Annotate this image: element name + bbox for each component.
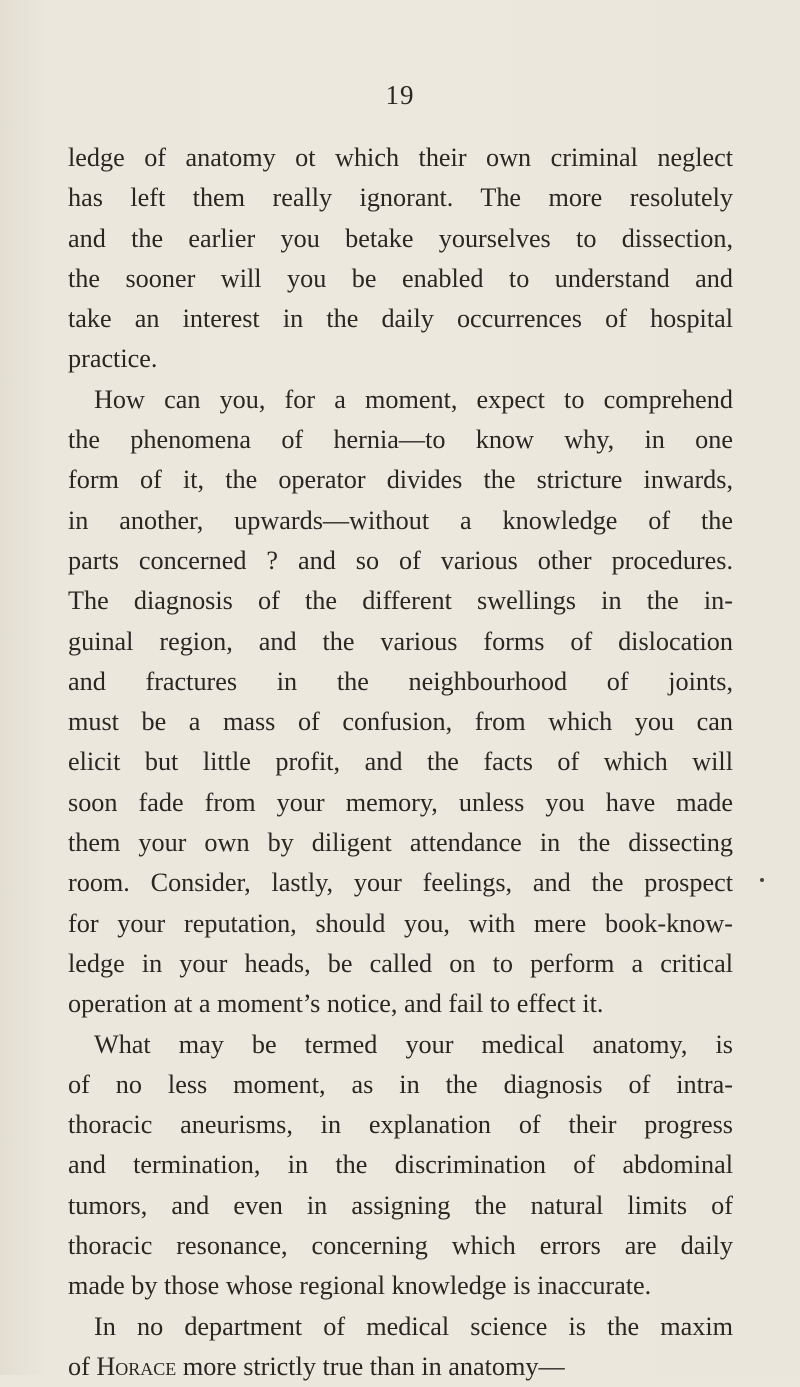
text-line: thoracic resonance, concerning which errors are daily — [68, 1231, 733, 1261]
text-line: thoracic aneurisms, in explanation of their progress — [68, 1110, 733, 1140]
text-line: soon fade from your memory, unless you have made — [68, 787, 733, 817]
text-line: and the earlier you betake yourselves to dissection, — [68, 223, 733, 253]
text-line: parts concerned ? and so of various other procedures. — [68, 545, 733, 575]
page-number: 19 — [385, 80, 415, 110]
text-line: the phenomena of hernia—to know why, in one — [68, 425, 733, 455]
text-line: has left them really ignorant. The more resolutely — [68, 183, 733, 213]
text-line: The diagnosis of the different swellings in the in- — [68, 586, 733, 616]
text-line: and termination, in the discrimination of abdominal — [68, 1150, 733, 1180]
print-speck — [760, 878, 764, 882]
text-line: What may be termed your medical anatomy, is — [94, 1029, 733, 1059]
text-line: in another, upwards—without a knowledge of the — [68, 505, 733, 535]
text-line: How can you, for a moment, expect to comprehend — [94, 384, 733, 414]
text-line: room. Consider, lastly, your feelings, and the prospect — [68, 868, 733, 898]
text-line: form of it, the operator divides the stricture inwards, — [68, 465, 733, 495]
text-line: In no department of medical science is the maxim — [94, 1311, 733, 1341]
text-line: made by those whose regional knowledge is inaccurate. — [68, 1271, 652, 1301]
text-line: of Horace more strictly true than in anatomy— — [68, 1351, 565, 1381]
text-line: the sooner will you be enabled to understand and — [68, 263, 733, 293]
text-line: must be a mass of confusion, from which you can — [68, 707, 733, 737]
text-line: for your reputation, should you, with mere book-know- — [68, 908, 733, 938]
text-line: ledge in your heads, be called on to perform a critical — [68, 948, 733, 978]
text-line: operation at a moment’s notice, and fail to effect it. — [68, 989, 604, 1019]
text-line: ledge of anatomy ot which their own criminal neglect — [68, 143, 733, 172]
text-line: elicit but little profit, and the facts of which will — [68, 747, 733, 777]
text-line: guinal region, and the various forms of dislocation — [68, 626, 733, 656]
body-text — [68, 138, 733, 1387]
text-line: them your own by diligent attendance in the dissecting — [68, 828, 733, 858]
text-line: practice. — [68, 344, 158, 374]
small-caps-name: Horace — [96, 1351, 177, 1381]
text-line: tumors, and even in assigning the natural limits of — [68, 1190, 733, 1220]
text-line: of no less moment, as in the diagnosis of intra- — [68, 1069, 733, 1099]
text-line: and fractures in the neighbourhood of joints, — [68, 666, 733, 696]
text-line: take an interest in the daily occurrences of hospital — [68, 304, 733, 334]
